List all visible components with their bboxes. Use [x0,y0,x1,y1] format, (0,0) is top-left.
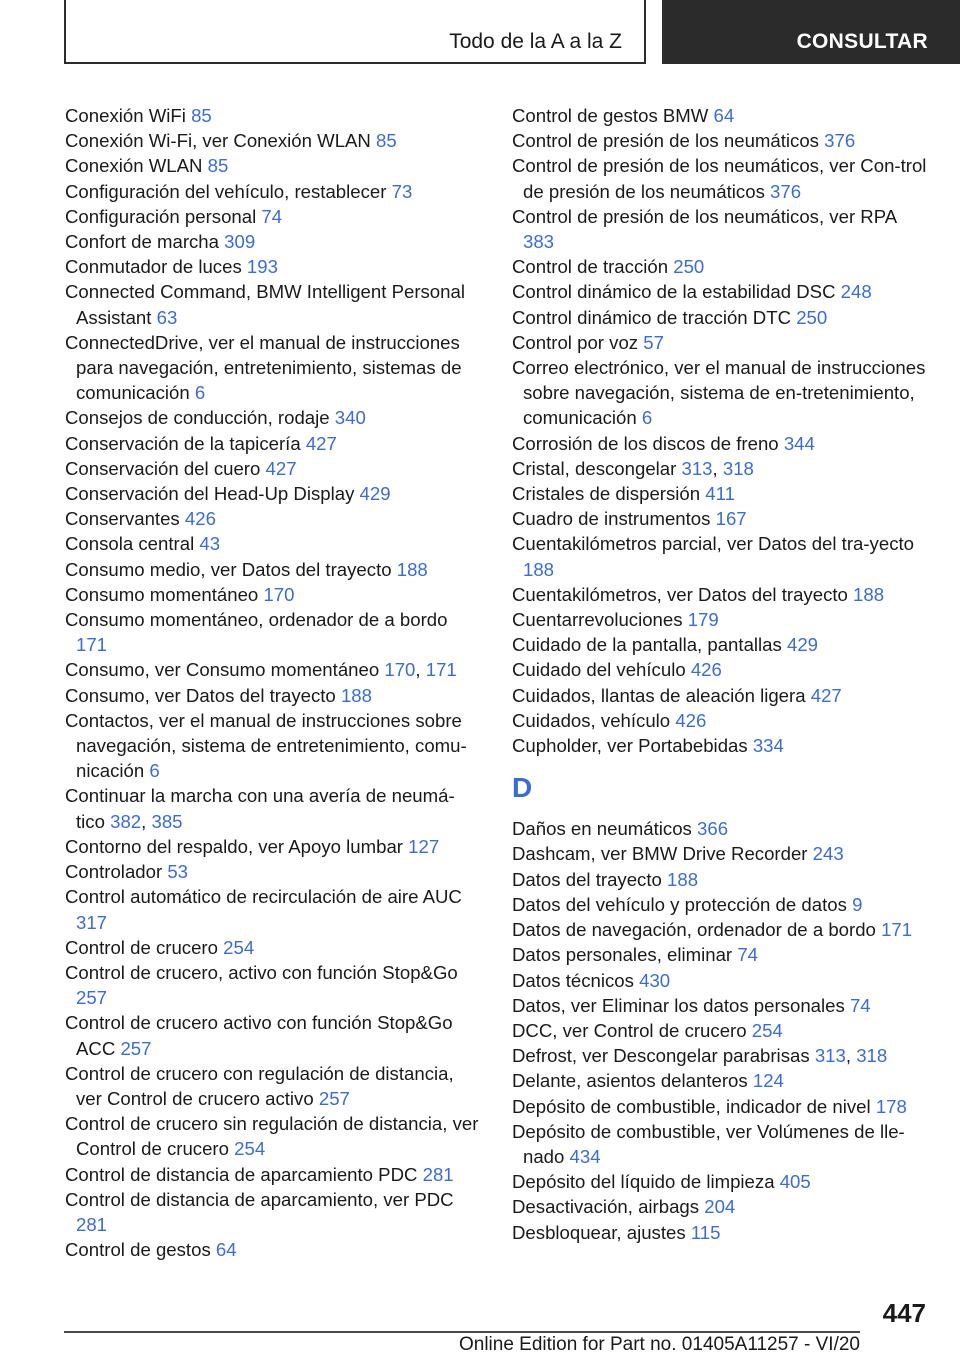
index-entry-term: Conexión WiFi [65,105,186,126]
index-entry-term: ConnectedDrive, ver el manual de instrucciones para navegación, entretenimiento, sistemas de comunicación [65,331,462,404]
index-entry-term: Consumo momentáneo [65,583,259,605]
page-reference-link[interactable]: 426 [690,659,722,681]
page-reference-link[interactable]: 53 [167,861,189,883]
index-entry-term: Control dinámico de la estabilidad DSC [512,281,836,303]
page-reference-link[interactable]: 170 [384,659,416,681]
index-entry-term: Conservantes [65,508,180,530]
index-entry-term: Connected Command, BMW Intelligent Personal Assistant [65,281,465,328]
page-reference-link[interactable]: 178 [875,1095,907,1117]
index-entry-term: Cuidados, llantas de aleación ligera [512,684,806,706]
index-entry [512,431,932,456]
index-entry [512,481,932,506]
page-reference-link[interactable]: 383 [523,231,555,253]
index-entry [512,867,932,892]
page-reference-link[interactable]: 281 [422,1163,454,1185]
index-entry-term: DCC, ver Control de crucero [512,1019,747,1041]
index-entry-term: Consola central [65,533,195,555]
index-entry [512,582,932,607]
index-entry-term: Defrost, ver Descongelar parabrisas [512,1045,810,1067]
page-reference-link[interactable]: 376 [824,130,856,152]
index-entry-term: Corrosión de los discos de freno [512,432,779,454]
index-entry [512,1018,932,1043]
index-entry-term: Controlador [65,861,163,883]
index-entry [512,254,932,279]
page-reference-link[interactable]: 63 [156,306,178,328]
index-entry [512,968,932,993]
index-entry [512,1220,932,1245]
index-entry [512,683,932,708]
index-entry-term: Consumo medio, ver Datos del trayecto [65,558,392,580]
page-reference-link[interactable]: 382 [110,810,142,832]
page-reference-link[interactable]: 250 [796,306,828,328]
index-entry [65,884,483,934]
index-entry-term: Datos del vehículo y protección de datos [512,893,847,915]
page-reference-link[interactable]: 171 [76,634,108,656]
footer-edition: Online Edition for Part no. 01405A11257 - VI/20 [458,1334,860,1355]
index-entry [65,859,483,884]
page-reference-link[interactable]: 9 [852,893,863,915]
index-entry-term: Confort de marcha [65,231,219,253]
page-reference-link[interactable]: 188 [853,583,885,605]
page-reference-link[interactable]: 317 [76,911,108,933]
index-entry-term: Control de crucero activo con función Stop&Go ACC [65,1012,453,1059]
page-reference-link[interactable]: 426 [184,508,216,530]
index-entry-term: Cuidado de la pantalla, pantallas [512,634,782,656]
page-number: 447 [882,1298,926,1328]
index-entry [65,431,483,456]
index-entry [65,1061,483,1111]
index-entry [512,1068,932,1093]
index-entry [65,582,483,607]
page-reference-link[interactable]: 385 [151,810,183,832]
index-entry-term: Datos, ver Eliminar los datos personales [512,994,845,1016]
page-reference-link[interactable]: 250 [673,256,705,278]
page-reference-link[interactable]: 257 [120,1037,152,1059]
index-entry [65,1010,483,1060]
index-entry [65,204,483,229]
page-reference-link[interactable]: 243 [812,843,844,865]
index-entry-term: Cuidados, vehículo [512,709,671,731]
page-reference-link[interactable]: 257 [318,1087,350,1109]
index-entry-term: Control de presión de los neumáticos, ver Con-trol de presión de los neumáticos [512,155,927,202]
index-entry-term: Control de distancia de aparcamiento, ver PDC [65,1188,454,1210]
page-reference-link[interactable]: 411 [705,483,735,505]
index-entry [65,683,483,708]
index-entry [512,657,932,682]
index-entry-term: Daños en neumáticos [512,818,692,840]
page-reference-link[interactable]: 188 [396,558,428,580]
index-entry [512,607,932,632]
index-entry [65,103,483,128]
index-entry-term: Datos técnicos [512,969,634,991]
index-entry [512,708,932,733]
index-entry [512,531,932,581]
index-entry [65,1111,483,1161]
page-reference-link[interactable]: 6 [149,760,160,782]
header-tab-consultar[interactable]: CONSULTAR [662,0,960,64]
index-entry [512,917,932,942]
index-entry-term: Cuentakilómetros parcial, ver Datos del tra-yecto [512,533,914,555]
index-entry [512,305,932,330]
index-entry-term: Cuidado del vehículo [512,659,686,681]
index-entry [65,481,483,506]
index-entry-term: Cristales de dispersión [512,483,701,505]
page-reference-link[interactable]: 167 [715,508,747,530]
page-reference-link[interactable]: 193 [246,256,278,278]
index-entry-term: Contorno del respaldo, ver Apoyo lumbar [65,835,403,857]
index-entry-term: Datos del trayecto [512,868,662,890]
index-entry [512,816,932,841]
index-entry [512,153,932,203]
page-reference-link[interactable]: 309 [224,231,256,253]
index-entry [512,204,932,254]
page-reference-link[interactable]: 426 [675,709,707,731]
index-entry [65,960,483,1010]
index-entry: Defrost, ver Descongelar parabrisas 313, 318 [512,1045,888,1067]
page-reference-link[interactable]: 6 [641,407,653,429]
index-entry-term: Control de gestos BMW [512,105,709,126]
page-reference-link[interactable]: 429 [359,483,391,505]
index-entry-term: Desactivación, airbags [512,1196,700,1218]
index-entry-term: Consumo momentáneo, ordenador de a bordo [65,609,448,631]
index-entry-term: Control de crucero [65,936,218,958]
index-entry [512,355,932,431]
index-entry-term: Datos personales, eliminar [512,944,733,966]
page-reference-link[interactable]: 429 [786,634,819,656]
page-reference-link[interactable]: 434 [569,1145,601,1167]
index-entry [512,733,932,758]
index-entry: Cristal, descongelar 313, 318 [512,457,754,479]
index-entry-term: Configuración del vehículo, restablecer [65,180,387,202]
index-entry: Consumo, ver Consumo momentáneo 170, 171 [65,659,457,681]
index-entry [65,834,483,859]
index-entry-term: Delante, asientos delanteros [512,1070,748,1092]
index-entry [512,279,932,304]
header-tab-label: Todo de la A a la Z [449,30,622,53]
page-reference-link[interactable]: 334 [752,735,784,757]
page-reference-link[interactable]: 405 [779,1171,811,1193]
page-reference-link[interactable]: 318 [856,1045,888,1067]
index-entry [65,506,483,531]
page-reference-link[interactable]: 313 [681,457,713,479]
page-reference-link[interactable]: 254 [234,1138,266,1160]
page-reference-link[interactable]: 127 [408,835,440,857]
index-entry-term: Cupholder, ver Portabebidas [512,735,748,757]
index-entry-term: Conexión WLAN [65,155,203,177]
page-reference-link[interactable]: 170 [263,583,295,605]
index-column-left [65,103,483,1262]
page-reference-link[interactable]: 171 [881,919,913,941]
index-entry [512,632,932,657]
page-reference-link[interactable]: 64 [713,105,735,126]
index-entry-term: Cuadro de instrumentos [512,508,711,530]
index-entry [512,841,932,866]
index-entry [65,229,483,254]
index-entry-term: Control de crucero con regulación de distancia, ver Control de crucero activo [65,1062,454,1109]
page-reference-link[interactable]: 281 [76,1213,108,1235]
index-entry-term: Continuar la marcha con una avería de neumá-tico [65,785,455,832]
index-entry [65,1187,483,1237]
index-entry-term: Control automático de recirculación de aire AUC [65,886,462,908]
index-entry-term: Conservación del cuero [65,457,261,479]
page-reference-link[interactable]: 248 [840,281,872,303]
index-entry-term: Control de presión de los neumáticos [512,130,819,152]
page-reference-link[interactable]: 188 [523,558,555,580]
index-entry-term: Control de distancia de aparcamiento PDC [65,1163,418,1185]
index-entry-term: Dashcam, ver BMW Drive Recorder [512,843,808,865]
index-entry-term: Control de presión de los neumáticos, ver RPA [512,205,897,227]
index-entry-term: Contactos, ver el manual de instrucciones sobre navegación, sistema de entretenimiento, comu-nicación [65,709,467,782]
page-reference-link[interactable]: 124 [752,1070,784,1092]
index-entry-term: Conservación de la tapicería [65,432,301,454]
page-reference-link[interactable]: 6 [194,382,206,404]
page-reference-link[interactable]: 254 [751,1019,783,1041]
page-reference-link[interactable]: 64 [215,1239,237,1261]
index-entry-term: Conmutador de luces [65,256,242,278]
index-entry-term: Depósito de combustible, indicador de nivel [512,1095,871,1117]
index-entry-term: Consejos de conducción, rodaje [65,407,330,429]
index-entry [512,506,932,531]
index-entry-term: Conexión Wi-Fi, ver Conexión WLAN [65,130,371,152]
index-entry-term: Consumo, ver Datos del trayecto [65,684,336,706]
index-entry [65,153,483,178]
index-entry [65,531,483,556]
index-entry [512,892,932,917]
index-entry-term: Desbloquear, ajustes [512,1221,686,1243]
index-entry [65,456,483,481]
index-entry: Continuar la marcha con una avería de neumá-tico 382, 385 [65,785,455,832]
index-entry-term: Control de gestos [65,1239,211,1261]
header-tab-index[interactable] [64,0,646,64]
page-reference-link[interactable]: 115 [690,1221,721,1243]
page-reference-link[interactable]: 171 [425,659,457,681]
index-entry-term: Correo electrónico, ver el manual de instrucciones sobre navegación, sistema de en-tretenimiento, comunicación [512,357,926,429]
page-reference-link[interactable]: 74 [737,944,758,966]
index-entry-term: Control de tracción [512,256,669,278]
page-reference-link[interactable]: 188 [667,868,699,890]
page-reference-link[interactable]: 257 [76,987,108,1009]
page-reference-link[interactable]: 204 [704,1196,736,1218]
index-entry-term: Control de crucero, activo con función Stop&Go [65,961,458,983]
index-entry [512,1094,932,1119]
page-reference-link[interactable]: 57 [643,331,664,353]
index-entry [512,942,932,967]
page-reference-link[interactable]: 427 [265,457,297,479]
index-column-right [512,103,932,1245]
page-reference-link[interactable]: 344 [783,432,815,454]
index-entry [65,607,483,657]
index-entry-term: Conservación del Head-Up Display [65,483,355,505]
page-reference-link[interactable]: 74 [849,994,871,1016]
index-entry [512,1194,932,1219]
index-entry [512,128,932,153]
page-reference-link[interactable]: 366 [697,818,729,840]
page-reference-link[interactable]: 43 [199,533,221,555]
page-reference-link[interactable]: 179 [687,609,719,631]
index-entry [512,993,932,1018]
page-reference-link[interactable]: 254 [223,936,255,958]
page-reference-link[interactable]: 85 [376,130,397,152]
index-entry-term: Control por voz [512,331,639,353]
page-reference-link[interactable]: 188 [340,684,372,706]
index-entry-term: Configuración personal [65,205,257,227]
page-reference-link[interactable]: 313 [814,1045,846,1067]
page-reference-link[interactable]: 73 [391,180,413,202]
index-entry [512,330,932,355]
index-entry-term: Depósito de combustible, ver Volúmenes de lle-nado [512,1120,905,1167]
index-entry [65,279,483,329]
index-entry-term: Cuentarrevoluciones [512,609,683,631]
page-reference-link[interactable]: 427 [810,684,842,706]
index-entry-term: Control dinámico de tracción DTC [512,306,792,328]
index-entry [65,405,483,430]
page-reference-link[interactable]: 85 [207,155,229,177]
index-entry [512,1119,932,1169]
page-reference-link[interactable]: 376 [770,180,802,202]
index-entry-term: Datos de navegación, ordenador de a bordo [512,919,876,941]
page-reference-link[interactable]: 74 [261,205,283,227]
index-entry [65,179,483,204]
index-section-letter: D [512,772,533,804]
index-entry-term: Control de crucero sin regulación de distancia, ver Control de crucero [65,1113,479,1160]
footer-divider [64,1331,860,1333]
index-entry-term: Cuentakilómetros, ver Datos del trayecto [512,583,848,605]
index-entry [65,935,483,960]
index-entry-term: Cristal, descongelar [512,457,677,479]
index-entry [65,128,483,153]
page-reference-link[interactable]: 85 [191,105,212,126]
index-entry [65,557,483,582]
index-entry-term: Consumo, ver Consumo momentáneo [65,659,380,681]
index-entry [512,103,932,128]
index-entry [65,330,483,406]
index-entry [65,708,483,784]
page-reference-link[interactable]: 427 [305,432,337,454]
page-reference-link[interactable]: 430 [639,969,671,991]
index-entry [65,254,483,279]
index-entry [512,1169,932,1194]
index-entry [65,1162,483,1187]
page-reference-link[interactable]: 340 [334,407,366,429]
page-reference-link[interactable]: 318 [722,457,754,479]
index-entry [65,1237,483,1262]
index-entry-term: Depósito del líquido de limpieza [512,1171,775,1193]
